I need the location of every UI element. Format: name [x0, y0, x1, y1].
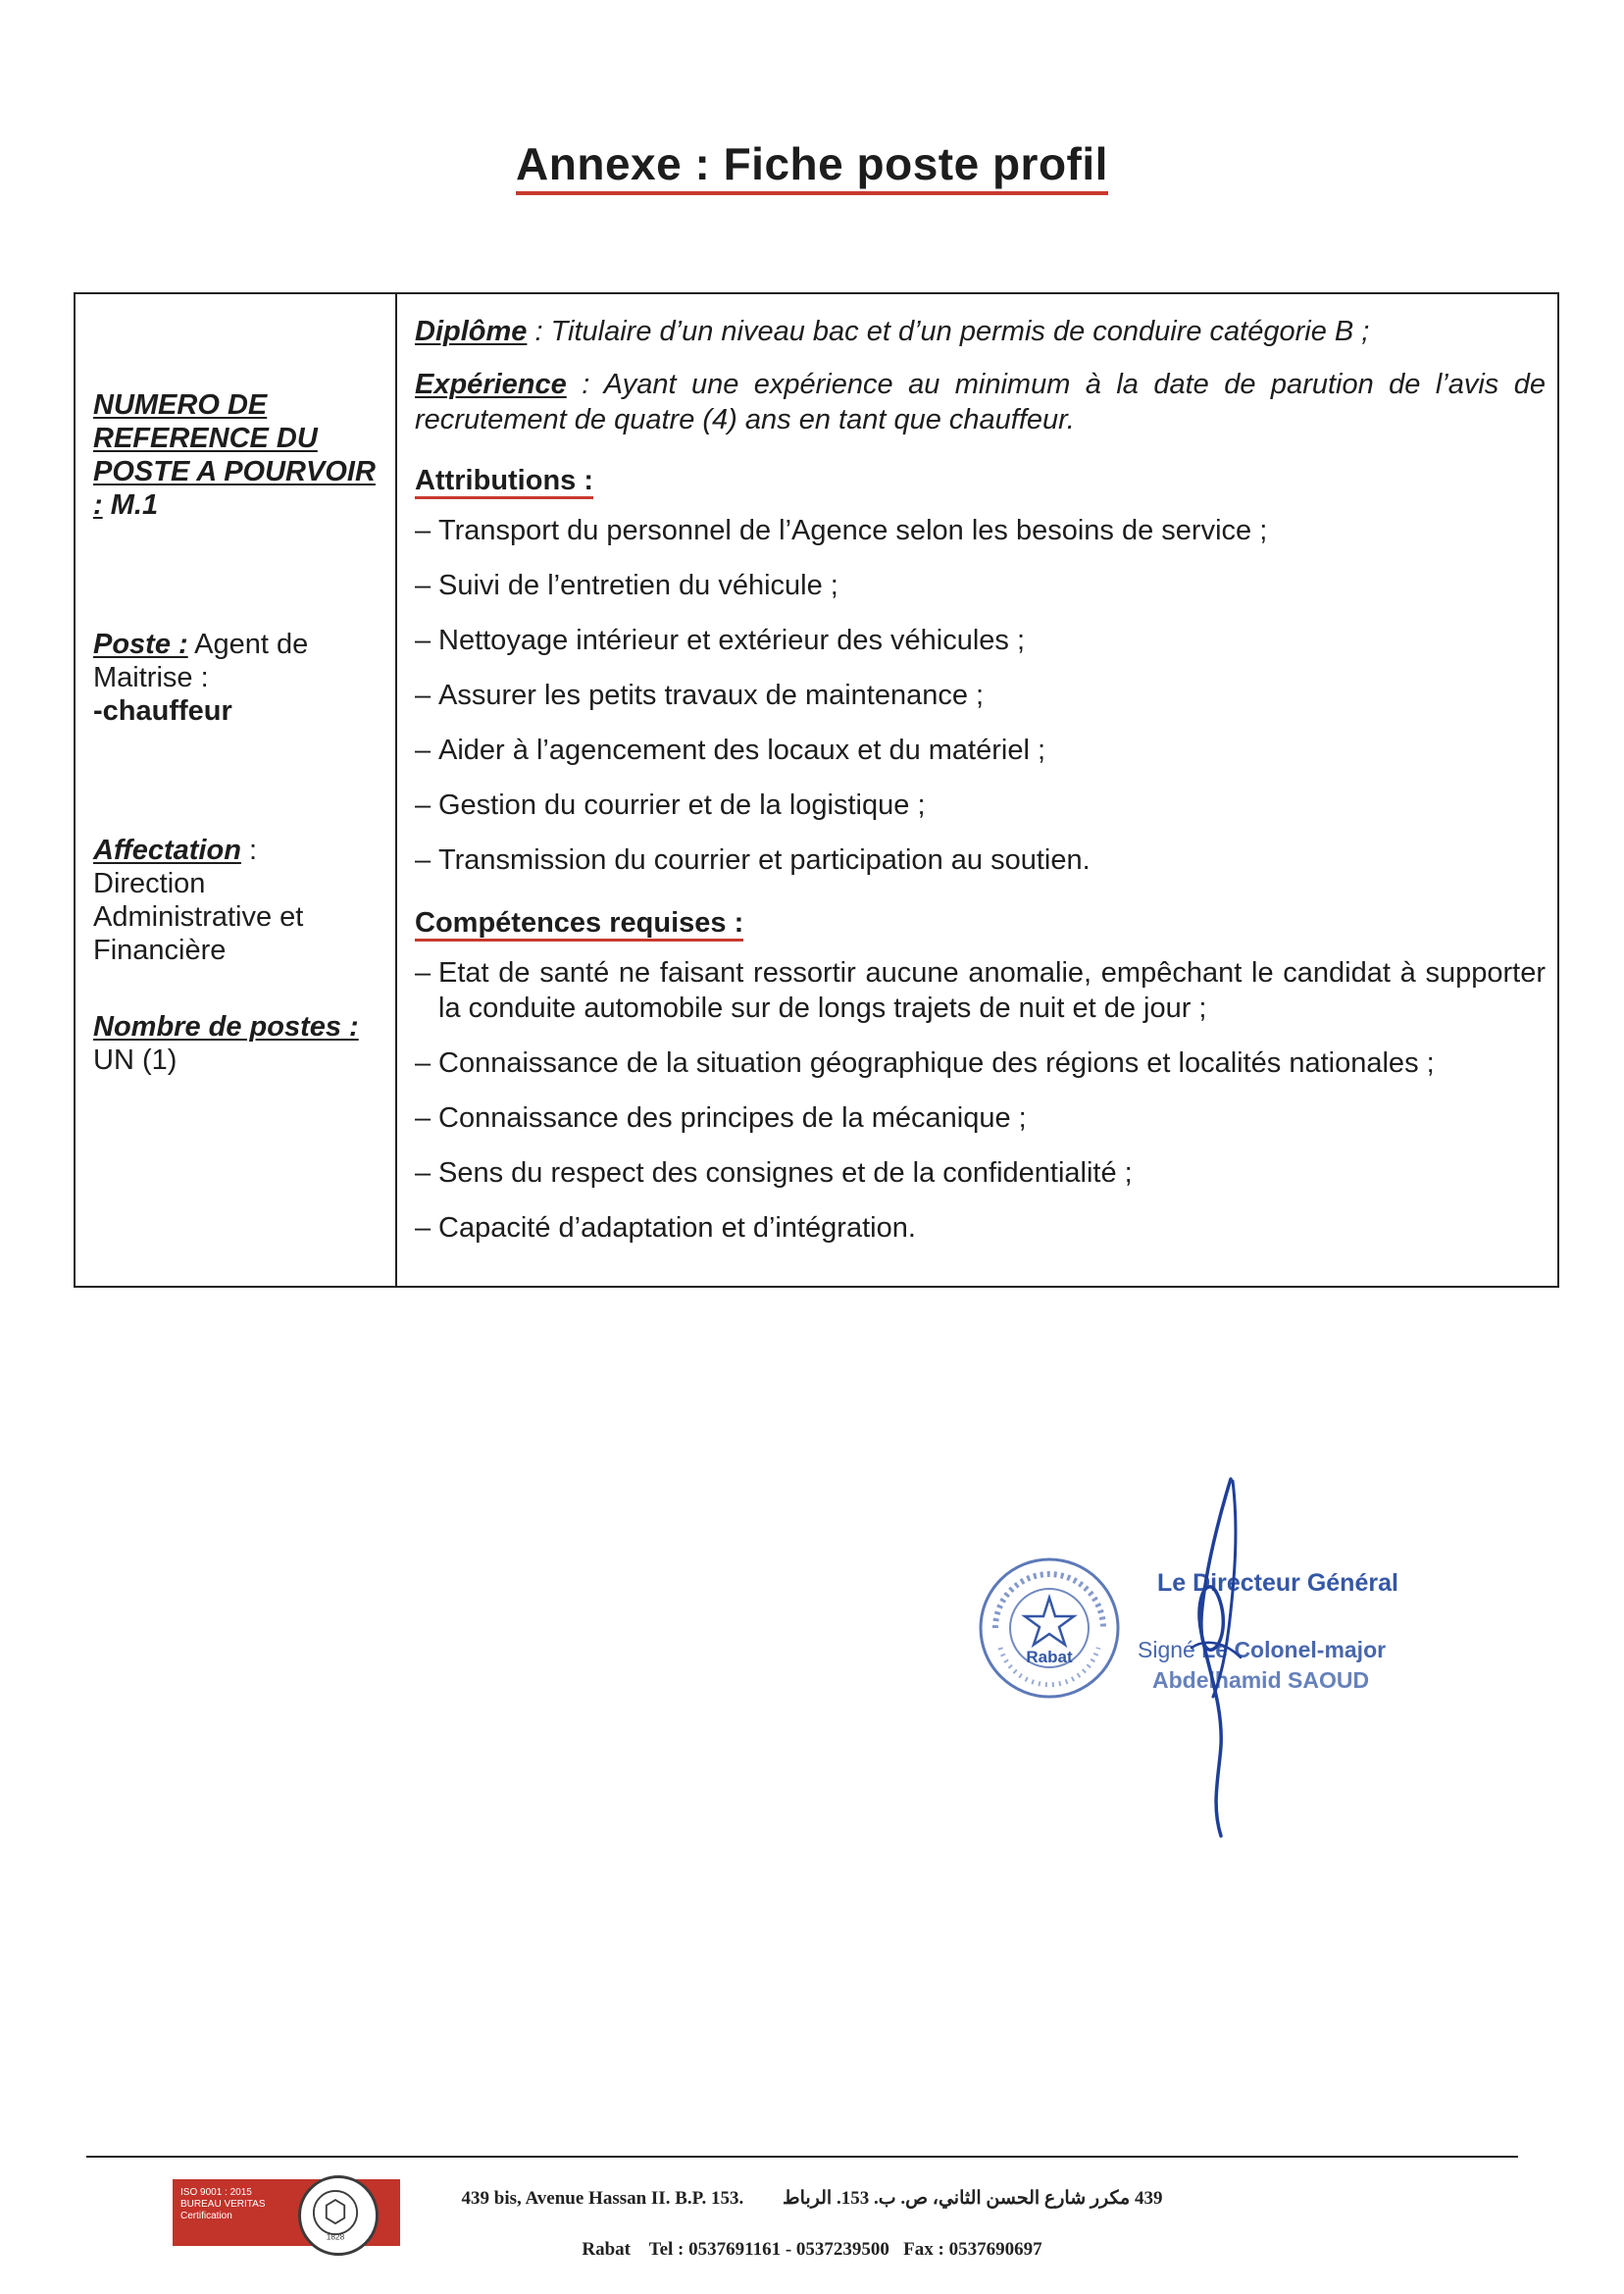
nombre-block [93, 1010, 385, 1077]
diplome-text: : Titulaire d’un niveau bac et d’un permis de conduire catégorie B ; [534, 316, 1370, 347]
svg-text:1828: 1828 [326, 2232, 345, 2242]
attributions-title: Attributions : [415, 465, 593, 499]
affectation-colon: : [248, 835, 258, 866]
attributions-list [415, 513, 1546, 878]
left-column [76, 294, 397, 1286]
affectation-value: Direction Administrative et Financière [93, 868, 304, 966]
signatory-name: Abdelhamid SAOUD [1152, 1667, 1370, 1693]
list-item: – Sens du respect des consignes et de la confidentialité ; [415, 1157, 1133, 1189]
footer-contact: Rabat Tel : 0537691161 - 0537239500 Fax : 0537690697 [582, 2239, 1042, 2260]
diplome-row [415, 314, 1546, 349]
official-seal-icon [976, 1555, 1123, 1702]
experience-row [415, 367, 1546, 437]
footer-divider [86, 2156, 1518, 2158]
experience-text: : Ayant une expérience au minimum à la date de parution de l’avis de recrutement de quatre (4) ans en tant que chauffeur. [415, 369, 1546, 435]
list-item: – Nettoyage intérieur et extérieur des véhicules ; [415, 625, 1026, 656]
experience-label: Expérience [415, 369, 567, 400]
reference-block [93, 388, 385, 522]
affectation-label: Affectation [93, 835, 241, 866]
bv-text: ISO 9001 : 2015 BUREAU VERITAS Certification [180, 2187, 266, 2221]
seal-city: Rabat [1026, 1648, 1073, 1666]
nombre-value: UN (1) [93, 1045, 178, 1076]
signatory-title: Le Directeur Général [1157, 1569, 1398, 1597]
list-item: – Transmission du courrier et participation au soutien. [415, 844, 1091, 876]
reference-value: M.1 [110, 489, 159, 521]
affectation-block [93, 834, 385, 967]
poste-label: Poste : [93, 629, 188, 660]
list-item: – Etat de santé ne faisant ressortir aucune anomalie, empêchant le candidat à supporter la conduite automobile sur de longs trajets de nuit et de jour ; [415, 957, 1546, 1024]
handwritten-signature [1152, 1471, 1290, 1844]
signatory-rank-line: Signé Le Colonel-major [1138, 1637, 1387, 1662]
list-item: – Connaissance de la situation géographique des régions et localités nationales ; [415, 1047, 1435, 1079]
page-title: Annexe : Fiche poste profil [0, 137, 1624, 190]
footer-address [0, 2187, 1624, 2210]
poste-value: Agent de Maitrise : [93, 629, 309, 693]
list-item: – Connaissance des principes de la mécanique ; [415, 1102, 1027, 1134]
list-item: – Suivi de l’entretien du véhicule ; [415, 570, 838, 601]
address-fr: 439 bis, Avenue Hassan II. B.P. 153. [461, 2188, 744, 2209]
right-column [397, 294, 1557, 1286]
list-item: – Gestion du courrier et de la logistique ; [415, 790, 926, 821]
fiche-table [74, 292, 1559, 1288]
address-ar: 439 مكرر شارع الحسن الثاني، ص. ب. 153. الرباط [783, 2188, 1163, 2209]
list-item: – Aider à l’agencement des locaux et du matériel ; [415, 735, 1046, 766]
competences-title: Compétences requises : [415, 907, 743, 942]
competences-list [415, 955, 1546, 1246]
poste-block [93, 628, 385, 728]
list-item: – Capacité d’adaptation et d’intégration. [415, 1212, 916, 1244]
nombre-label: Nombre de postes : [93, 1011, 359, 1043]
list-item: – Assurer les petits travaux de maintenance ; [415, 680, 985, 711]
poste-bold: -chauffeur [93, 695, 232, 727]
diplome-label: Diplôme [415, 316, 528, 347]
list-item: – Transport du personnel de l’Agence selon les besoins de service ; [415, 515, 1268, 546]
reference-label: NUMERO DE REFERENCE DU POSTE A POURVOIR : [93, 389, 376, 521]
